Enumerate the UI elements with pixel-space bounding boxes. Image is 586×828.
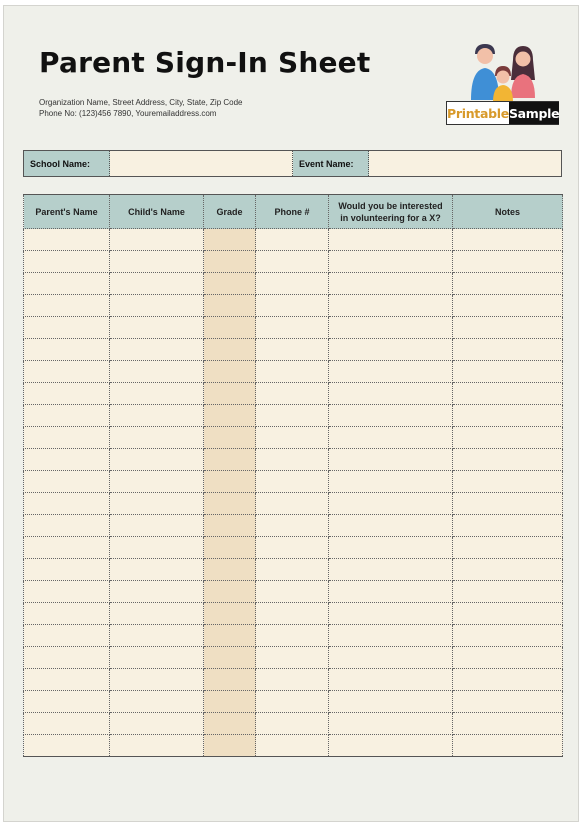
child-name-cell[interactable]: [110, 713, 204, 735]
table-row: [24, 493, 563, 515]
grade-cell[interactable]: [204, 515, 256, 537]
grade-cell[interactable]: [204, 691, 256, 713]
notes-cell[interactable]: [453, 317, 563, 339]
volunteer-cell[interactable]: [329, 603, 453, 625]
organization-address: Organization Name, Street Address, City, State, Zip Code: [39, 98, 243, 107]
table-row: [24, 251, 563, 273]
column-header-notes: Notes: [453, 195, 563, 229]
volunteer-cell[interactable]: [329, 669, 453, 691]
column-header-volunteering: Would you be interested in volunteering for a X?: [329, 195, 453, 229]
child-name-cell[interactable]: [110, 229, 204, 251]
phone-cell[interactable]: [256, 427, 329, 449]
table-row: [24, 383, 563, 405]
child-name-cell[interactable]: [110, 273, 204, 295]
grade-cell[interactable]: [204, 559, 256, 581]
parent-name-cell[interactable]: [24, 405, 110, 427]
notes-cell[interactable]: [453, 669, 563, 691]
notes-cell[interactable]: [453, 471, 563, 493]
table-row: [24, 229, 563, 251]
parent-name-cell[interactable]: [24, 295, 110, 317]
table-row: [24, 515, 563, 537]
parent-name-cell[interactable]: [24, 383, 110, 405]
volunteer-cell[interactable]: [329, 515, 453, 537]
notes-cell[interactable]: [453, 581, 563, 603]
phone-cell[interactable]: [256, 361, 329, 383]
sign-in-table: [23, 194, 563, 757]
table-header-row: [24, 195, 563, 229]
phone-cell[interactable]: [256, 383, 329, 405]
table-row: [24, 669, 563, 691]
phone-cell[interactable]: [256, 559, 329, 581]
grade-cell[interactable]: [204, 339, 256, 361]
table-row: [24, 603, 563, 625]
column-header-parent-name: Parent's Name: [24, 195, 110, 229]
volunteer-cell[interactable]: [329, 581, 453, 603]
parent-name-cell[interactable]: [24, 669, 110, 691]
table-row: [24, 471, 563, 493]
notes-cell[interactable]: [453, 251, 563, 273]
volunteer-cell[interactable]: [329, 691, 453, 713]
logo-text-sample: Sample: [509, 102, 559, 124]
table-row: [24, 559, 563, 581]
grade-cell[interactable]: [204, 317, 256, 339]
parent-name-cell[interactable]: [24, 625, 110, 647]
volunteer-cell[interactable]: [329, 295, 453, 317]
grade-cell[interactable]: [204, 603, 256, 625]
grade-cell[interactable]: [204, 647, 256, 669]
child-name-cell[interactable]: [110, 295, 204, 317]
notes-cell[interactable]: [453, 295, 563, 317]
logo-text-printable: Printable: [447, 105, 509, 121]
grade-cell[interactable]: [204, 361, 256, 383]
notes-cell[interactable]: [453, 647, 563, 669]
child-name-cell[interactable]: [110, 383, 204, 405]
volunteer-cell[interactable]: [329, 339, 453, 361]
grade-cell[interactable]: [204, 229, 256, 251]
school-name-label: School Name:: [24, 151, 110, 176]
parent-name-cell[interactable]: [24, 735, 110, 757]
phone-cell[interactable]: [256, 449, 329, 471]
table-row: [24, 295, 563, 317]
parent-name-cell[interactable]: [24, 361, 110, 383]
grade-cell[interactable]: [204, 735, 256, 757]
child-name-cell[interactable]: [110, 537, 204, 559]
table-row: [24, 581, 563, 603]
notes-cell[interactable]: [453, 515, 563, 537]
volunteer-cell[interactable]: [329, 229, 453, 251]
notes-cell[interactable]: [453, 493, 563, 515]
grade-cell[interactable]: [204, 251, 256, 273]
parent-name-cell[interactable]: [24, 537, 110, 559]
page-title: Parent Sign-In Sheet: [39, 46, 371, 79]
phone-cell[interactable]: [256, 625, 329, 647]
grade-cell[interactable]: [204, 713, 256, 735]
volunteer-cell[interactable]: [329, 405, 453, 427]
grade-cell[interactable]: [204, 471, 256, 493]
table-row: [24, 625, 563, 647]
child-name-cell[interactable]: [110, 691, 204, 713]
parent-name-cell[interactable]: [24, 691, 110, 713]
grade-cell[interactable]: [204, 295, 256, 317]
phone-cell[interactable]: [256, 471, 329, 493]
parent-name-cell[interactable]: [24, 229, 110, 251]
phone-cell[interactable]: [256, 251, 329, 273]
table-row: [24, 273, 563, 295]
notes-cell[interactable]: [453, 449, 563, 471]
child-name-cell[interactable]: [110, 493, 204, 515]
parent-name-cell[interactable]: [24, 647, 110, 669]
phone-cell[interactable]: [256, 229, 329, 251]
phone-cell[interactable]: [256, 537, 329, 559]
volunteer-cell[interactable]: [329, 559, 453, 581]
parent-name-cell[interactable]: [24, 427, 110, 449]
sign-in-sheet: [3, 5, 579, 822]
volunteer-cell[interactable]: [329, 361, 453, 383]
volunteer-cell[interactable]: [329, 251, 453, 273]
grade-cell[interactable]: [204, 493, 256, 515]
phone-cell[interactable]: [256, 735, 329, 757]
table-row: [24, 735, 563, 757]
table-row: [24, 361, 563, 383]
table-row: [24, 691, 563, 713]
grade-cell[interactable]: [204, 581, 256, 603]
parent-name-cell[interactable]: [24, 581, 110, 603]
table-row: [24, 647, 563, 669]
family-illustration-icon: [469, 40, 537, 104]
parent-name-cell[interactable]: [24, 317, 110, 339]
notes-cell[interactable]: [453, 405, 563, 427]
phone-cell[interactable]: [256, 273, 329, 295]
notes-cell[interactable]: [453, 559, 563, 581]
notes-cell[interactable]: [453, 537, 563, 559]
child-name-cell[interactable]: [110, 515, 204, 537]
column-header-grade: Grade: [204, 195, 256, 229]
table-row: [24, 537, 563, 559]
child-name-cell[interactable]: [110, 625, 204, 647]
phone-cell[interactable]: [256, 515, 329, 537]
parent-name-cell[interactable]: [24, 339, 110, 361]
child-name-cell[interactable]: [110, 405, 204, 427]
table-body: [24, 229, 563, 757]
child-name-cell[interactable]: [110, 361, 204, 383]
grade-cell[interactable]: [204, 273, 256, 295]
parent-name-cell[interactable]: [24, 273, 110, 295]
volunteer-cell[interactable]: [329, 537, 453, 559]
notes-cell[interactable]: [453, 603, 563, 625]
parent-name-cell[interactable]: [24, 251, 110, 273]
notes-cell[interactable]: [453, 713, 563, 735]
grade-cell[interactable]: [204, 625, 256, 647]
phone-cell[interactable]: [256, 295, 329, 317]
child-name-cell[interactable]: [110, 647, 204, 669]
notes-cell[interactable]: [453, 339, 563, 361]
volunteer-cell[interactable]: [329, 647, 453, 669]
notes-cell[interactable]: [453, 383, 563, 405]
phone-cell[interactable]: [256, 603, 329, 625]
volunteer-cell[interactable]: [329, 713, 453, 735]
phone-cell[interactable]: [256, 339, 329, 361]
table-row: [24, 339, 563, 361]
grade-cell[interactable]: [204, 427, 256, 449]
volunteer-cell[interactable]: [329, 493, 453, 515]
grade-cell[interactable]: [204, 669, 256, 691]
phone-cell[interactable]: [256, 493, 329, 515]
child-name-cell[interactable]: [110, 603, 204, 625]
phone-cell[interactable]: [256, 669, 329, 691]
volunteer-cell[interactable]: [329, 471, 453, 493]
child-name-cell[interactable]: [110, 581, 204, 603]
grade-cell[interactable]: [204, 405, 256, 427]
child-name-cell[interactable]: [110, 471, 204, 493]
parent-name-cell[interactable]: [24, 603, 110, 625]
volunteer-cell[interactable]: [329, 625, 453, 647]
notes-cell[interactable]: [453, 273, 563, 295]
child-name-cell[interactable]: [110, 251, 204, 273]
table-row: [24, 427, 563, 449]
phone-cell[interactable]: [256, 581, 329, 603]
volunteer-cell[interactable]: [329, 735, 453, 757]
volunteer-cell[interactable]: [329, 427, 453, 449]
info-fields-row: [23, 150, 562, 177]
phone-cell[interactable]: [256, 405, 329, 427]
printable-sample-logo: [446, 101, 559, 125]
parent-name-cell[interactable]: [24, 559, 110, 581]
parent-name-cell[interactable]: [24, 713, 110, 735]
table-row: [24, 713, 563, 735]
table-row: [24, 317, 563, 339]
child-name-cell[interactable]: [110, 669, 204, 691]
phone-cell[interactable]: [256, 691, 329, 713]
phone-cell[interactable]: [256, 713, 329, 735]
table-row: [24, 405, 563, 427]
grade-cell[interactable]: [204, 537, 256, 559]
volunteer-cell[interactable]: [329, 273, 453, 295]
notes-cell[interactable]: [453, 735, 563, 757]
child-name-cell[interactable]: [110, 449, 204, 471]
child-name-cell[interactable]: [110, 339, 204, 361]
grade-cell[interactable]: [204, 383, 256, 405]
contact-info: Phone No: (123)456 7890, Youremailaddress.com: [39, 109, 217, 118]
notes-cell[interactable]: [453, 625, 563, 647]
grade-cell[interactable]: [204, 449, 256, 471]
child-name-cell[interactable]: [110, 735, 204, 757]
parent-name-cell[interactable]: [24, 471, 110, 493]
column-header-child-name: Child's Name: [110, 195, 204, 229]
volunteer-cell[interactable]: [329, 383, 453, 405]
parent-name-cell[interactable]: [24, 449, 110, 471]
notes-cell[interactable]: [453, 229, 563, 251]
school-name-field[interactable]: [110, 151, 293, 176]
parent-name-cell[interactable]: [24, 493, 110, 515]
phone-cell[interactable]: [256, 317, 329, 339]
volunteer-cell[interactable]: [329, 317, 453, 339]
child-name-cell[interactable]: [110, 559, 204, 581]
notes-cell[interactable]: [453, 427, 563, 449]
event-name-field[interactable]: [369, 151, 561, 176]
child-name-cell[interactable]: [110, 427, 204, 449]
notes-cell[interactable]: [453, 361, 563, 383]
table-row: [24, 449, 563, 471]
child-name-cell[interactable]: [110, 317, 204, 339]
volunteer-cell[interactable]: [329, 449, 453, 471]
phone-cell[interactable]: [256, 647, 329, 669]
event-name-label: Event Name:: [293, 151, 369, 176]
parent-name-cell[interactable]: [24, 515, 110, 537]
column-header-phone: Phone #: [256, 195, 329, 229]
notes-cell[interactable]: [453, 691, 563, 713]
